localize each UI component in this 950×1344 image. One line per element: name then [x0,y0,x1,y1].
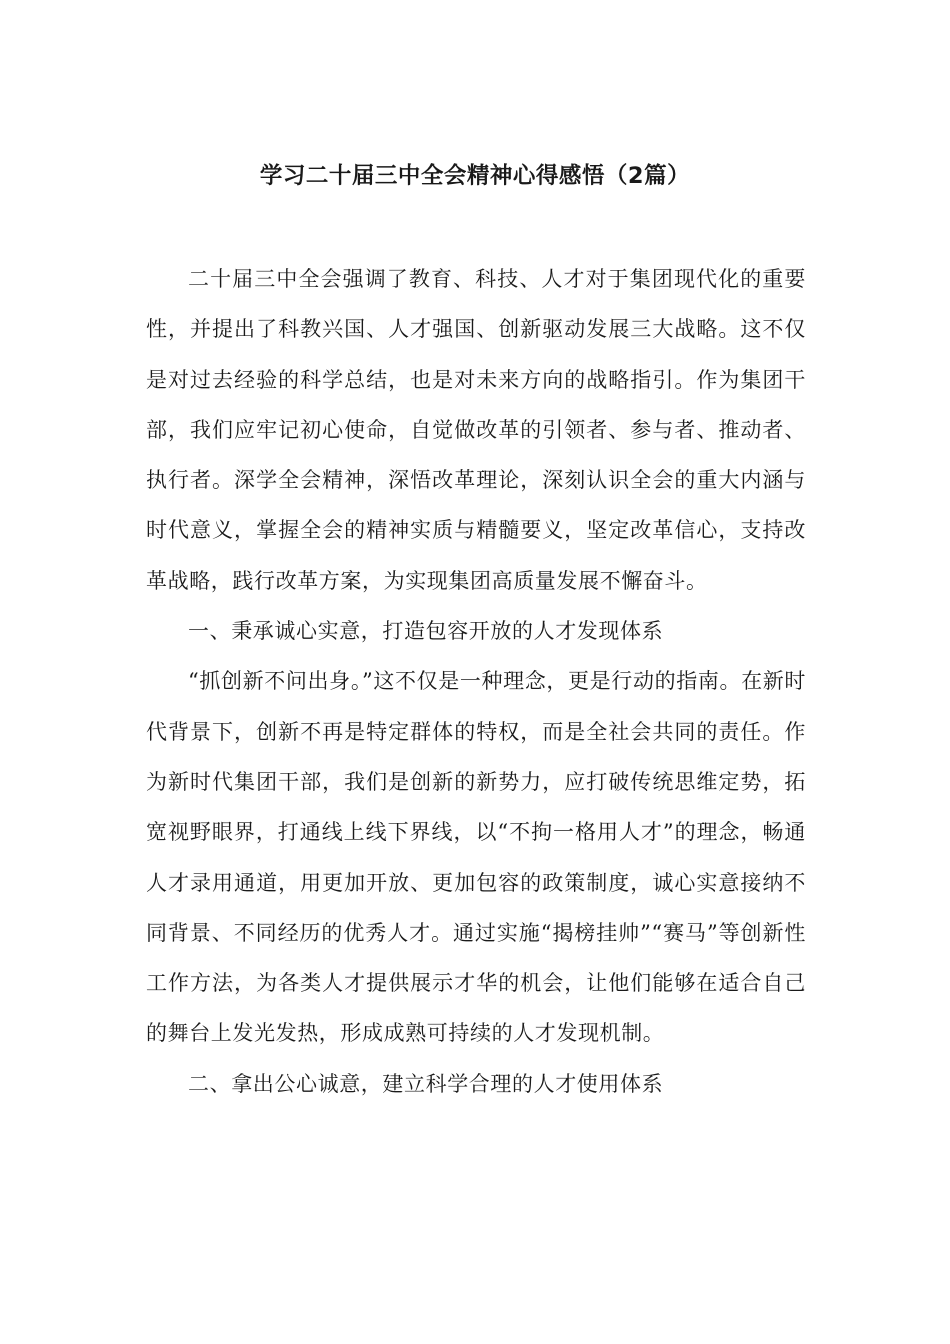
paragraph-section-1: “抓创新不问出身。”这不仅是一种理念，更是行动的指南。在新时代背景下，创新不再是特定群体的特权，而是全社会共同的责任。作为新时代集团干部，我们是创新的新势力，应打破传统思维定势，拓宽视野眼界，打通线上线下界线，以“不拘一格用人才”的理念，畅通人才录用通道，用更加开放、更加包容的政策制度，诚心实意接纳不同背景、不同经历的优秀人才。通过实施“揭榜挂帅”“赛马”等创新性工作方法，为各类人才提供展示才华的机会，让他们能够在适合自己的舞台上发光发热，形成成熟可持续的人才发现机制。 [146,669,806,1046]
section-heading-2: 二、拿出公心诚意，建立科学合理的人才使用体系 [188,1071,664,1096]
section-heading-1: 一、秉承诚心实意，打造包容开放的人才发现体系 [188,619,664,644]
paragraph-intro: 二十届三中全会强调了教育、科技、人才对于集团现代化的重要性，并提出了科教兴国、人才强国、创新驱动发展三大战略。这不仅是对过去经验的科学总结，也是对未来方向的战略指引。作为集团干部，我们应牢记初心使命，自觉做改革的引领者、参与者、推动者、执行者。深学全会精神，深悟改革理论，深刻认识全会的重大内涵与时代意义，掌握全会的精神实质与精髓要义，坚定改革信心，支持改革战略，践行改革方案，为实现集团高质量发展不懈奋斗。 [146,267,806,593]
document-title: 学习二十届三中全会精神心得感悟（2篇） [259,163,691,189]
document-body [146,254,806,1109]
